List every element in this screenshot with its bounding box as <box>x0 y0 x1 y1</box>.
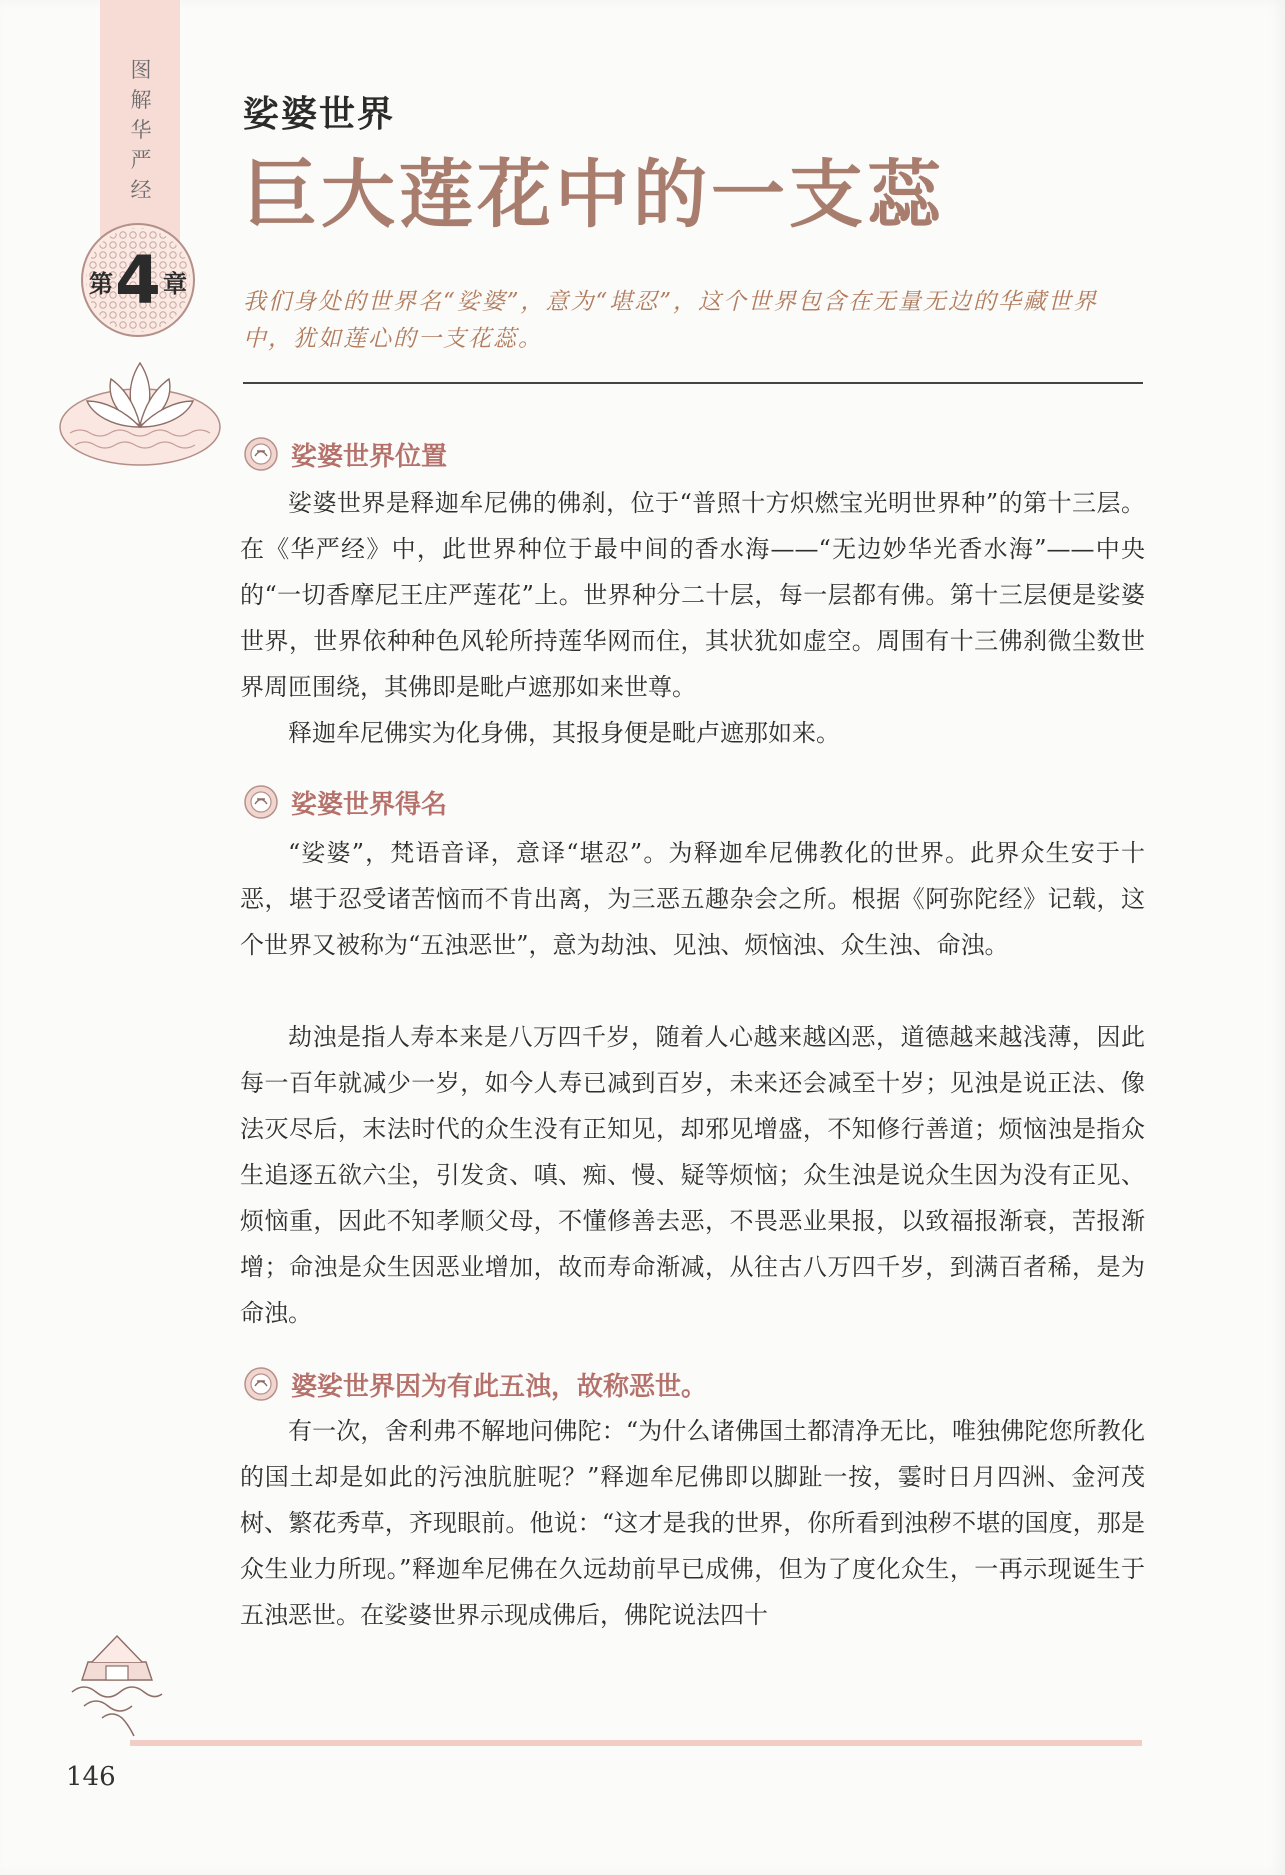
paragraph: 娑婆世界是释迦牟尼佛的佛刹，位于“普照十方炽燃宝光明世界种”的第十三层。在《华严经》中，此世界种位于最中间的香水海——“无边妙华光香水海”——中央的“一切香摩尼王庄严莲花”上。世界种分二十层，每一层都有佛。第十三层便是娑婆世界，世界依种种色风轮所持莲华网而住，其状犹如虚空。周围有十三佛刹微尘数世界周匝围绕，其佛即是毗卢遮那如来世尊。 <box>240 489 1145 701</box>
section-heading-text: 婆娑世界因为有此五浊，故称恶世。 <box>291 1371 708 1402</box>
temple-cloud-icon <box>62 1620 172 1740</box>
chapter-suffix: 章 <box>162 269 187 298</box>
intro-text: 我们身处的世界名“娑婆”，意为“堪忍”，这个世界包含在无量无边的华藏世界中，犹如莲心的一支花蕊。 <box>243 289 1099 352</box>
section-heading-text: 娑婆世界得名 <box>291 789 448 820</box>
intro-divider <box>243 382 1143 384</box>
paragraph: 有一次，舍利弗不解地问佛陀：“为什么诸佛国土都清净无比，唯独佛陀您所教化的国土却是如此的污浊肮脏呢？”释迦牟尼佛即以脚趾一按，霎时日月四洲、金河茂树、繁花秀草，齐现眼前。他说：“这才是我的世界，你所看到浊秽不堪的国度，那是众生业力所现。”释迦牟尼佛在久远劫前早已成佛，但为了度化众生，一再示现诞生于五浊恶世。在娑婆世界示现成佛后，佛陀说法四十 <box>240 1417 1145 1629</box>
paragraph: 劫浊是指人寿本来是八万四千岁，随着人心越来越凶恶，道德越来越浅薄，因此每一百年就减少一岁，如今人寿已减到百岁，未来还会减至十岁；见浊是说正法、像法灭尽后，末法时代的众生没有正知见，却邪见增盛，不知修行善道；烦恼浊是指众生追逐五欲六尘，引发贪、嗔、痴、慢、疑等烦恼；众生浊是说众生因为没有正见、烦恼重，因此不知孝顺父母，不懂修善去恶，不畏恶业果报，以致福报渐衰，苦报渐增；命浊是众生因恶业增加，故而寿命渐减，从往古八万四千岁，到满百者稀，是为命浊。 <box>240 1023 1145 1327</box>
section-heading-five-turbidities <box>243 1364 707 1404</box>
chapter-number: 4 <box>115 242 161 319</box>
page-title: 巨大莲花中的一支蕊 <box>243 152 945 238</box>
section-heading-name <box>243 782 447 822</box>
lotus-seal-icon <box>243 436 279 472</box>
lotus-flower-icon <box>55 345 225 470</box>
lotus-seal-icon <box>243 1366 279 1402</box>
page-number: 146 <box>66 1762 116 1792</box>
paragraph: “娑婆”，梵语音译，意译“堪忍”。为释迦牟尼佛教化的世界。此界众生安于十恶，堪于忍受诸苦恼而不肯出离，为三恶五趣杂会之所。根据《阿弥陀经》记载，这个世界又被称为“五浊恶世”，意为劫浊、见浊、烦恼浊、众生浊、命浊。 <box>240 839 1145 959</box>
series-title: 图 解 华 严 经 <box>130 58 152 202</box>
paragraph: 释迦牟尼佛实为化身佛，其报身便是毗卢遮那如来。 <box>288 719 840 747</box>
chapter-prefix: 第 <box>89 269 114 298</box>
section-heading-text: 娑婆世界位置 <box>291 441 448 472</box>
footer-divider <box>130 1740 1142 1746</box>
section-heading-location <box>243 434 447 474</box>
lotus-seal-icon <box>243 784 279 820</box>
chapter-label <box>76 242 200 319</box>
section-label: 娑婆世界 <box>243 93 396 135</box>
